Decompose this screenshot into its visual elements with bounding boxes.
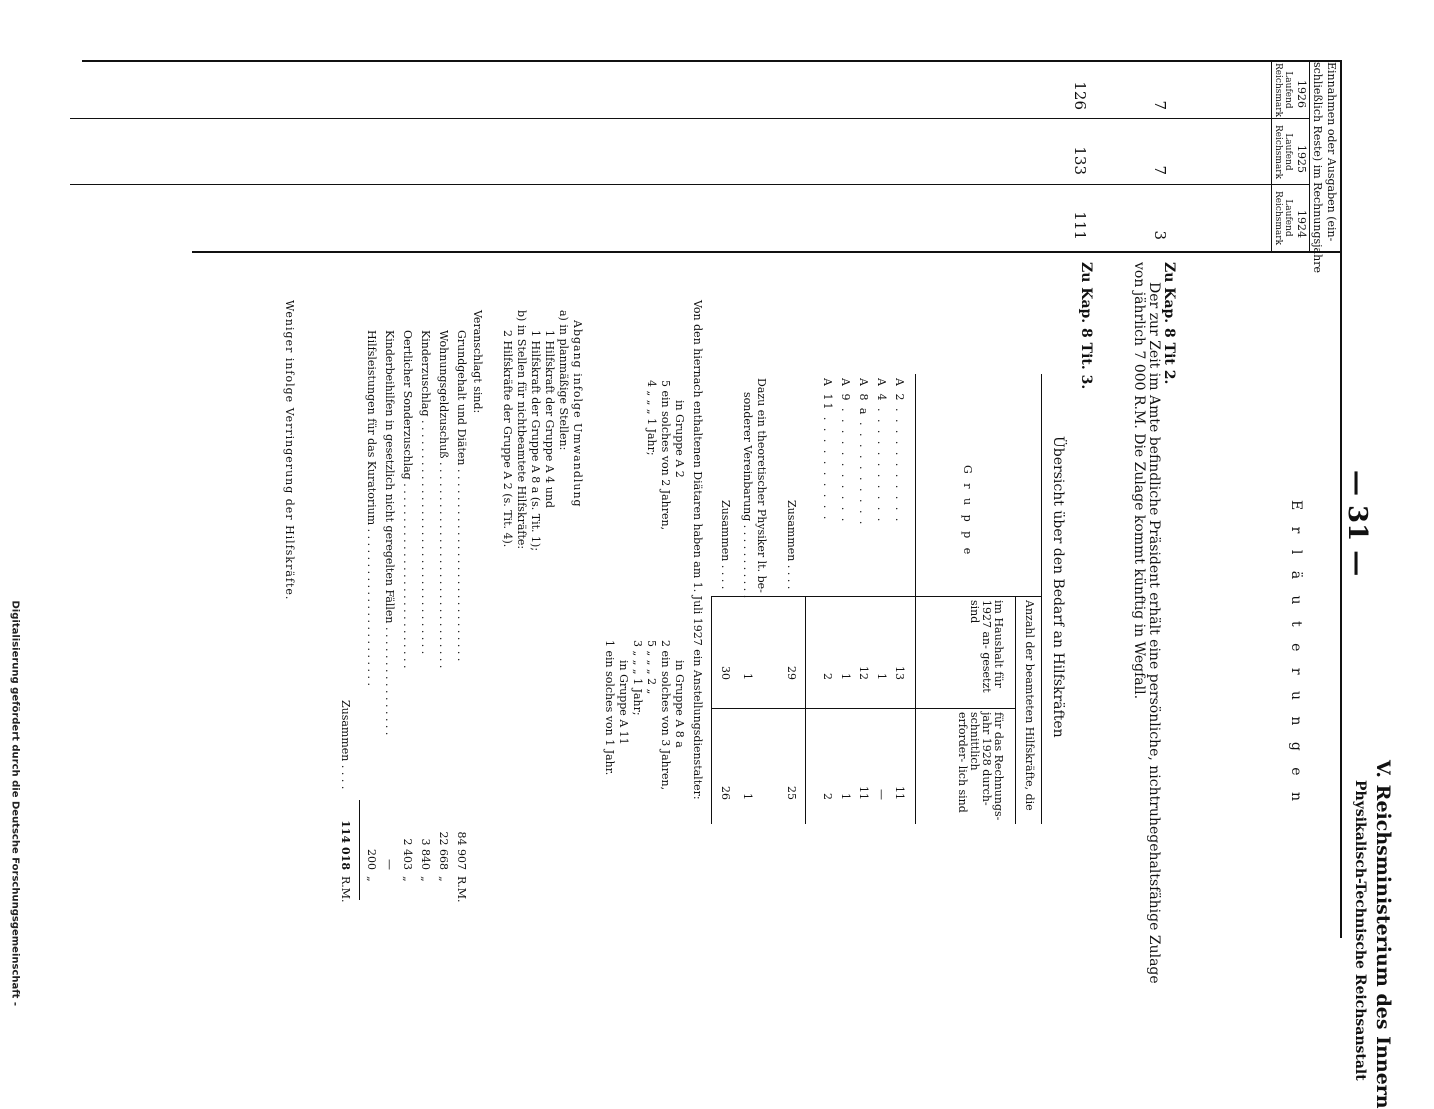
col-group-header: G r u p p e — [961, 465, 974, 558]
value-1924-b: 111 — [1071, 211, 1089, 240]
ministry-title: V. Reichsministerium des Innern — [1372, 760, 1394, 1109]
header-rule — [1340, 60, 1342, 938]
abgang-heading: Abgang infolge Umwandlung — [571, 320, 584, 508]
subtotal-b: 25 — [785, 786, 798, 800]
abgang-a: a) in planmäßige Stellen: — [557, 310, 570, 451]
diaeten-right-3: 5 „ „ „ 2 „ — [645, 640, 658, 695]
section-title: E r l ä u t e r u n g e n — [1288, 500, 1304, 808]
hilfskraefte-table-title: Übersicht über den Bedarf an Hilfskräften — [1050, 436, 1066, 738]
diaeten-right-4: 3 „ „ „ 1 Jahr; — [631, 640, 644, 716]
value-1926-a: 7 — [1151, 100, 1169, 110]
year-divider-1 — [70, 118, 1310, 119]
total-a: 30 — [719, 666, 732, 680]
year-1926: 1926 — [1295, 80, 1308, 108]
diaeten-right-2: 2 ein solches von 3 Jahren, — [659, 640, 672, 791]
year-1924: 1924 — [1295, 210, 1308, 238]
abgang-b1: 2 Hilfskräfte der Gruppe A 2 (s. Tit. 4). — [501, 330, 514, 548]
footer-text: Digitalisierung gefördert durch die Deutsche Forschungsgemeinschaft - — [9, 600, 21, 1007]
diaeten-intro: Von den hiernach enthaltenen Diätaren haben am 1. Juli 1927 ein Anstellungsdienstalter: — [691, 300, 704, 800]
table-group-divider — [712, 596, 1042, 597]
subtotal-a: 29 — [785, 666, 798, 680]
year-1925: 1925 — [1295, 145, 1308, 173]
table-count-divider — [712, 708, 1016, 709]
table-row-b: 2 — [821, 793, 834, 800]
unit-rule — [1271, 60, 1272, 253]
veranschlagt-total-unit: R.M. — [339, 876, 352, 903]
table-row-a: 1 — [839, 673, 852, 680]
col-b-header: für das Rechnungs- jahr 1928 durch- schnittlich erforder- lich sind — [956, 712, 1005, 821]
kap8-tit2-line2: von jährlich 7 000 R.M. Die Zulage kommt künftig in Wegfall. — [1131, 262, 1147, 700]
weniger-note: Weniger infolge Verringerung der Hilfskräfte. — [283, 300, 296, 601]
column-divider — [192, 251, 1342, 253]
columns-header-line2: schließlich Reste) im Rechnungsjahre — [1311, 62, 1324, 273]
table-header-bottom-rule — [915, 374, 916, 824]
value-1924-a: 3 — [1151, 230, 1169, 240]
table-row-b: 11 — [893, 786, 906, 800]
table-row-a: 13 — [893, 666, 906, 680]
unit-1925: Laufend Reichsmark — [1273, 124, 1293, 180]
veranschlagt-item-label: Kinderzuschlag . . . . . . . . . . . . . . . . . . . . . . . . . . . . . . . . . . — [419, 330, 432, 655]
value-1926-b: 126 — [1071, 81, 1089, 110]
unit-1926: Laufend Reichsmark — [1273, 62, 1293, 118]
veranschlagt-item-unit: „ — [365, 876, 378, 882]
abgang-a1: 1 Hilfskraft der Gruppe A 4 und — [543, 330, 556, 508]
col-a-header: im Haushalt für 1927 an- gesetzt sind — [968, 600, 1005, 693]
veranschlagt-item-label: Oertlicher Sonderzuschlag . . . . . . . . . . . . . . . . . . . . . . . . . . . — [401, 330, 414, 669]
diaeten-right-1: in Gruppe A 8 a — [673, 660, 686, 748]
diaeten-left-2: 5 ein solches von 2 Jahren, — [659, 380, 672, 531]
table-row-a: 1 — [875, 673, 888, 680]
table-count-header-rule — [1015, 596, 1016, 824]
left-column-border — [82, 60, 1342, 62]
veranschlagt-item-value: — — [383, 859, 396, 870]
columns-header-rule — [1309, 60, 1310, 253]
total-label: Zusammen . . . . — [719, 500, 732, 590]
veranschlagt-total-label: Zusammen . . . . — [339, 700, 352, 790]
veranschlagt-item-label: Kinderbeihilfen in gesetzlich nicht geregelten Fällen . . . . . . . . . . . . . . . . — [383, 330, 396, 736]
veranschlagt-item-label: Hilfsleistungen für das Kuratorium . . . . . . . . . . . . . . . . . . . . . . . — [365, 330, 378, 686]
page-number: — 31 — — [1342, 470, 1372, 577]
veranschlagt-total-rule — [359, 800, 360, 900]
veranschlagt-item-label: Wohnungsgeldzuschuß . . . . . . . . . . . . . . . . . . . . . . . . . . . . . . — [437, 330, 450, 669]
veranschlagt-item-value: 2 403 — [401, 838, 414, 870]
extra-label-1: Dazu ein theoretischer Physiker lt. be- — [755, 378, 768, 593]
table-row-b: — — [875, 789, 888, 800]
subtotal-label: Zusammen . . . . — [785, 500, 798, 590]
columns-header-line1: Einnahmen oder Ausgaben (ein- — [1325, 62, 1338, 242]
diaeten-right-6: 1 ein solches von 1 Jahr. — [603, 640, 616, 776]
veranschlagt-item-label: Grundgehalt und Diäten . . . . . . . . . . . . . . . . . . . . . . . . . . . . — [455, 330, 468, 662]
diaeten-left-3: 4 „ „ „ 1 Jahr; — [645, 380, 658, 456]
abgang-b: b) in Stellen für nichtbeamtete Hilfskräfte: — [515, 310, 528, 550]
table-row-label: A 4 . . . . . . . . . . . — [875, 378, 888, 524]
extra-b: 1 — [741, 793, 754, 800]
table-row-b: 1 — [839, 793, 852, 800]
table-total-rule — [711, 596, 712, 824]
table-row-a: 2 — [821, 673, 834, 680]
year-divider-2 — [70, 184, 1310, 185]
kap8-tit2-line1: Der zur Zeit im Amte befindliche Präsident erhält eine persönliche, nichtruhegehaltsfähige Zulage — [1146, 282, 1162, 984]
table-row-label: A 8 a . . . . . . . . . . — [857, 378, 870, 527]
table-row-label: A 9 . . . . . . . . . . . — [839, 378, 852, 524]
col-count-header: Anzahl der beamteten Hilfskräfte, die — [1023, 600, 1036, 811]
veranschlagt-heading: Veranschlagt sind: — [471, 310, 484, 414]
table-row-a: 12 — [857, 666, 870, 680]
diaeten-left-1: in Gruppe A 2 — [673, 400, 686, 478]
extra-label-2: sonderer Vereinbarung . . . . . . . . . . . — [741, 392, 754, 599]
kap8-tit2-heading: Zu Kap. 8 Tit 2. — [1161, 262, 1177, 385]
veranschlagt-item-unit: „ — [401, 876, 414, 882]
veranschlagt-total-value: 114 018 — [339, 820, 352, 870]
table-top-rule — [1041, 374, 1042, 824]
veranschlagt-item-value: 200 — [365, 849, 378, 870]
kap8-tit3-heading: Zu Kap. 8 Tit. 3. — [1078, 262, 1094, 390]
diaeten-right-5: in Gruppe A 11 — [617, 660, 630, 745]
institute-title: Physikalisch-Technische Reichsanstalt — [1352, 780, 1368, 1081]
abgang-a2: 1 Hilfskraft der Gruppe A 8 a (s. Tit. 1); — [529, 330, 542, 552]
veranschlagt-item-value: 84 907 — [455, 831, 468, 870]
extra-a: 1 — [741, 673, 754, 680]
value-1925-a: 7 — [1151, 165, 1169, 175]
table-row-label: A 11 . . . . . . . . . . — [821, 378, 834, 522]
veranschlagt-item-unit: „ — [437, 876, 450, 882]
table-row-b: 11 — [857, 786, 870, 800]
veranschlagt-item-unit: „ — [419, 876, 432, 882]
veranschlagt-item-unit: R.M. — [455, 876, 468, 903]
table-row-label: A 2 . . . . . . . . . . . — [893, 378, 906, 524]
total-b: 26 — [719, 786, 732, 800]
veranschlagt-item-value: 22 668 — [437, 831, 450, 870]
table-subtotal-rule — [805, 596, 806, 824]
veranschlagt-item-value: 3 840 — [419, 838, 432, 870]
unit-1924: Laufend Reichsmark — [1273, 190, 1293, 246]
value-1925-b: 133 — [1071, 146, 1089, 175]
